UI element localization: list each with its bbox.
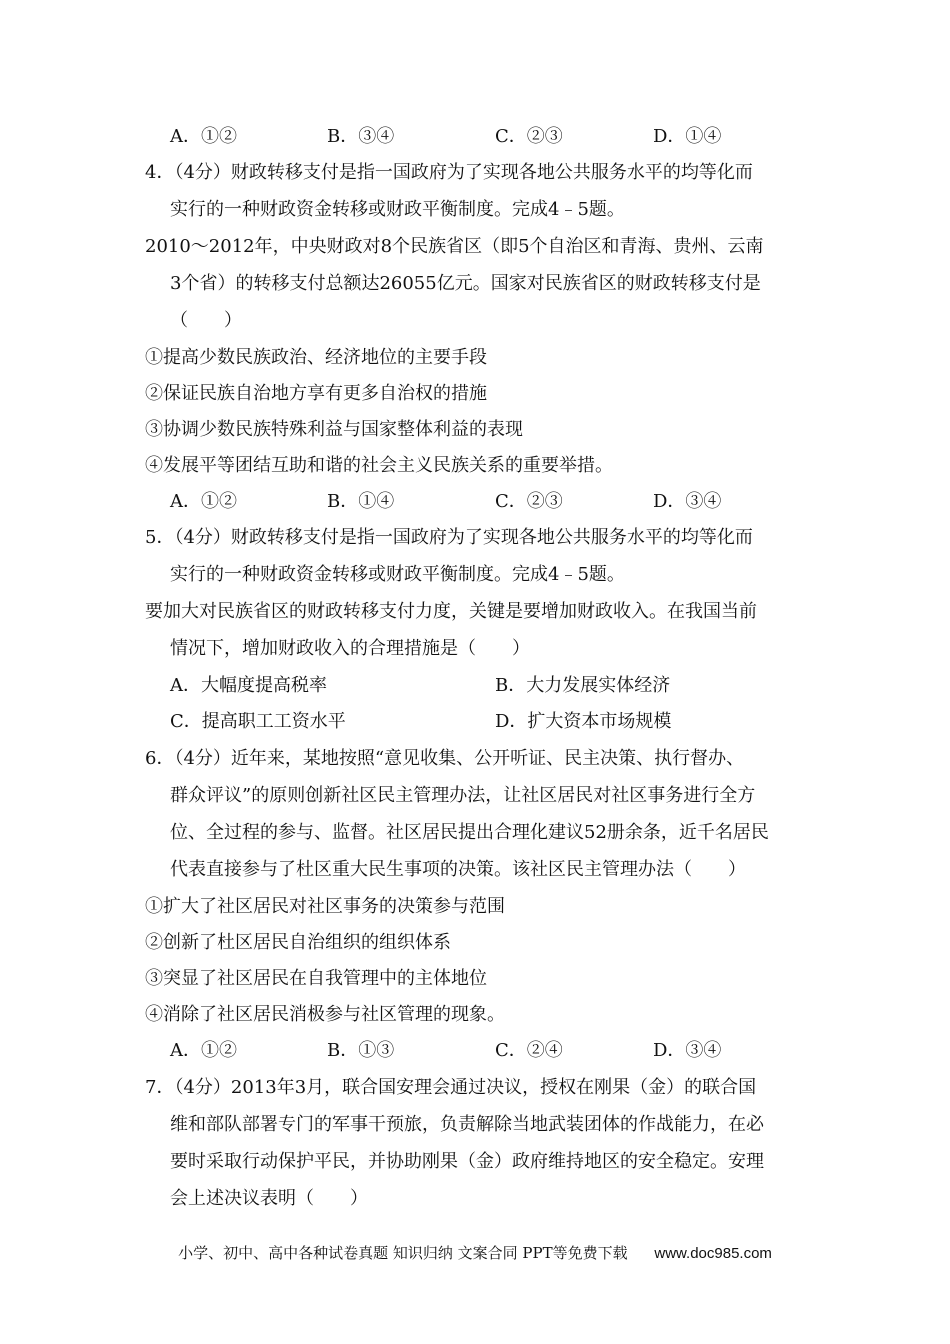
q5-option-a: A．大幅度提高税率 <box>170 675 327 696</box>
q6-option-b: B．①③ <box>327 1040 395 1061</box>
q6-item-1: ①扩大了社区居民对社区事务的决策参与范围 <box>145 896 505 917</box>
q5-option-c: C．提高职工工资水平 <box>170 711 346 732</box>
q6-stem-line-4: 代表直接参与了杜区重大民生事项的决策。该社区民主管理办法（ ） <box>170 859 746 880</box>
q5-material-line-1: 要加大对民族省区的财政转移支付力度，关键是要增加财政收入。在我国当前 <box>145 601 757 622</box>
q3-option-c: C．②③ <box>495 126 563 147</box>
q6-stem-line-2: 群众评议”的原则创新社区民主管理办法，让社区居民对社区事务进行全方 <box>170 785 756 806</box>
q3-option-b: B．③④ <box>327 126 395 147</box>
q4-material-line-3: （ ） <box>170 310 242 331</box>
q4-option-b: B．①④ <box>327 491 395 512</box>
q5-material-line-2: 情况下，增加财政收入的合理措施是（ ） <box>170 638 530 659</box>
q6-stem-line-1: 6．（4分）近年来，某地按照“意见收集、公开听证、民主决策、执行督办、 <box>145 748 745 769</box>
q4-option-c: C．②③ <box>495 491 563 512</box>
q4-material-line-2: 3个省）的转移支付总额达26055亿元。国家对民族省区的财政转移支付是 <box>170 273 761 294</box>
q4-stem-line-1: 4．（4分）财政转移支付是指一国政府为了实现各地公共服务水平的均等化而 <box>145 162 753 183</box>
q4-option-a: A．①② <box>170 491 237 512</box>
q4-option-d: D．③④ <box>653 491 722 512</box>
q6-item-4: ④消除了社区居民消极参与社区管理的现象。 <box>145 1004 505 1025</box>
q6-option-c: C．②④ <box>495 1040 563 1061</box>
footer-text: 小学、初中、高中各种试卷真题 知识归纳 文案合同 PPT等免费下载 <box>178 1244 628 1262</box>
q7-stem-line-1: 7．（4分）2013年3月，联合国安理会通过决议，授权在刚果（金）的联合国 <box>145 1077 757 1098</box>
q5-stem-line-2: 实行的一种财政资金转移或财政平衡制度。完成4﹣5题。 <box>170 564 625 585</box>
q5-option-b: B．大力发展实体经济 <box>495 675 671 696</box>
q6-option-a: A．①② <box>170 1040 237 1061</box>
q6-item-2: ②创新了杜区居民自治组织的组织体系 <box>145 932 451 953</box>
q4-material-line-1: 2010～2012年，中央财政对8个民族省区（即5个自治区和青海、贵州、云南 <box>145 236 764 257</box>
q3-option-d: D．①④ <box>653 126 722 147</box>
q3-option-a: A．①② <box>170 126 237 147</box>
q4-item-2: ②保证民族自治地方享有更多自治权的措施 <box>145 383 487 404</box>
page-footer <box>0 1243 950 1264</box>
q5-option-d: D．扩大资本市场规模 <box>495 711 672 732</box>
q6-item-3: ③突显了社区居民在自我管理中的主体地位 <box>145 968 487 989</box>
q7-stem-line-4: 会上述决议表明（ ） <box>170 1188 368 1209</box>
q4-item-3: ③协调少数民族特殊利益与国家整体利益的表现 <box>145 419 523 440</box>
q4-stem-line-2: 实行的一种财政资金转移或财政平衡制度。完成4﹣5题。 <box>170 199 625 220</box>
q7-stem-line-3: 要时采取行动保护平民，并协助刚果（金）政府维持地区的安全稳定。安理 <box>170 1151 764 1172</box>
q4-item-1: ①提高少数民族政治、经济地位的主要手段 <box>145 347 487 368</box>
q7-stem-line-2: 维和部队部署专门的军事干预旅，负责解除当地武装团体的作战能力，在必 <box>170 1114 764 1135</box>
q6-stem-line-3: 位、全过程的参与、监督。社区居民提出合理化建议52册余条，近千名居民 <box>170 822 769 843</box>
footer-url[interactable]: www.doc985.com <box>654 1245 772 1262</box>
q4-item-4: ④发展平等团结互助和谐的社会主义民族关系的重要举措。 <box>145 455 613 476</box>
q6-option-d: D．③④ <box>653 1040 722 1061</box>
q5-stem-line-1: 5．（4分）财政转移支付是指一国政府为了实现各地公共服务水平的均等化而 <box>145 527 753 548</box>
